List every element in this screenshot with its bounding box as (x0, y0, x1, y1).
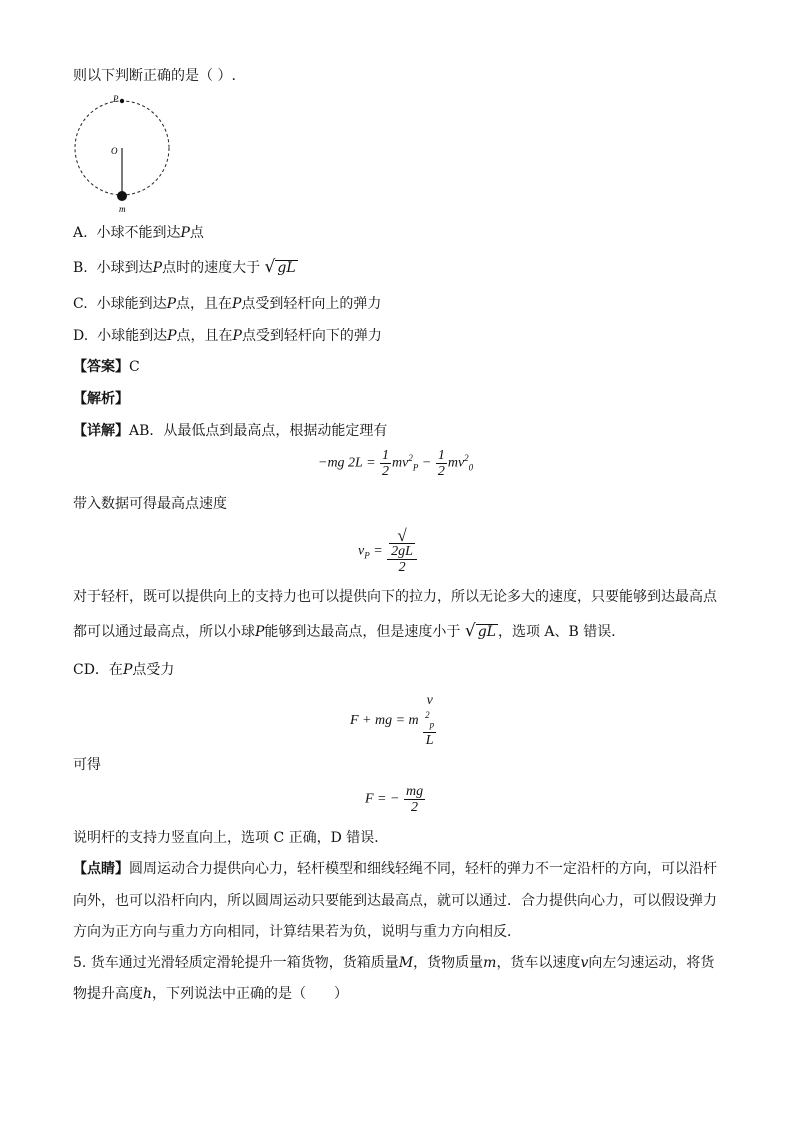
label-o: O (111, 146, 118, 156)
detail-line-6: 可得 (73, 757, 101, 773)
detail-line-2: 带入数据可得最高点速度 (73, 496, 227, 512)
ball-mass (117, 191, 127, 201)
label-m: m (119, 204, 126, 214)
equation-f-result: F = − $\frac{mg}{2}$ (365, 784, 424, 815)
detail-line-3: 对于轻杆，既可以提供向上的支持力也可以提供向下的拉力，所以无论多大的速度，只要能够到达最高点 (73, 589, 717, 605)
equation-work-energy: −mg 2L = $\frac{1}{2}$ $mv^2_P$ − $\frac{1}{2}$ $mv^2_0$ (318, 448, 474, 479)
detail-line-4: 都可以通过最高点，所以小球P能够到达最高点，但是速度小于 √ gL ，选项 A、B 错误． (73, 621, 626, 641)
detail-line-5: CD．在P点受力 (73, 662, 175, 678)
equation-force: F + mg = m v $^2_p$ L (350, 693, 435, 749)
option-a: A. 小球不能到达P点 (73, 225, 204, 241)
detail-line-7: 说明杆的支持力竖直向上，选项 C 正确，D 错误． (73, 830, 389, 846)
answer-line: 【答案】C (73, 359, 140, 375)
option-b: B. 小球到达P点时的速度大于 √ gL (73, 257, 296, 277)
label-p: P (113, 94, 119, 104)
equation-vp: $v_P$ = √ 2gL 2 (358, 528, 418, 575)
detail-line-1: 【详解】AB．从最低点到最高点，根据动能定理有 (73, 423, 388, 439)
circular-motion-figure (66, 90, 178, 218)
analysis-label: 【解析】 (73, 391, 129, 407)
question-prompt: 则以下判断正确的是（ ）. (73, 68, 236, 84)
comment-line-3: 方向为正方向与重力方向相同，计算结果若为负，说明与重力方向相反． (73, 924, 521, 940)
comment-line-2: 向外，也可以沿杆向内，所以圆周运动只要能到达最高点，就可以通过．合力提供向心力，可以假设弹力 (73, 893, 717, 909)
option-c: C. 小球能到达P点，且在P点受到轻杆向上的弹力 (73, 296, 382, 312)
question-5-line-2: 物提升高度h，下列说法中正确的是（ ） (73, 986, 349, 1002)
comment-line-1: 【点睛】圆周运动合力提供向心力，轻杆模型和细线轻绳不同，轻杆的弹力不一定沿杆的方向，可以沿杆 (73, 861, 717, 877)
option-d: D. 小球能到达P点，且在P点受到轻杆向下的弹力 (73, 328, 382, 344)
top-point-dot (120, 99, 124, 103)
question-5-line-1: 5. 货车通过光滑轻质定滑轮提升一箱货物，货箱质量M，货物质量m，货车以速度v向左匀速运动，将货 (73, 955, 715, 971)
